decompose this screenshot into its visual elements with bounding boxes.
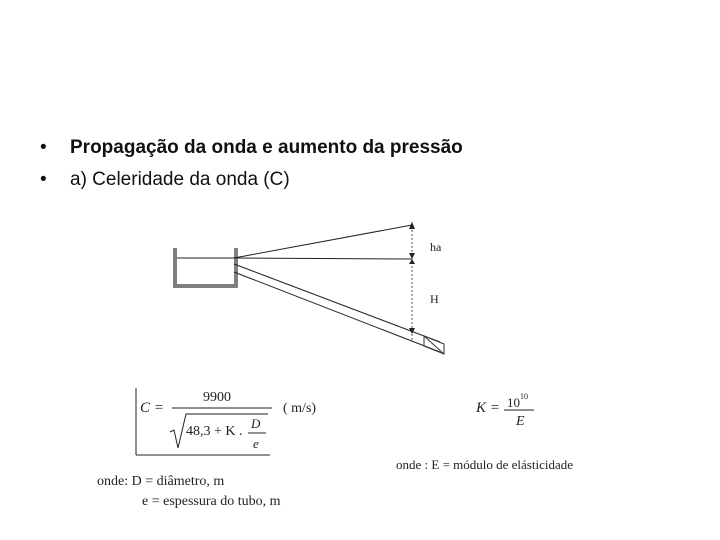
formula-k-exponent: 10	[520, 392, 528, 401]
formula-c-unit: ( m/s)	[283, 401, 317, 416]
pipe-bottom	[234, 272, 440, 352]
note-modulus: onde : E = módulo de elásticidade	[396, 457, 574, 472]
label-H: H	[430, 292, 439, 306]
reservoir-tank	[175, 248, 236, 286]
formula-c-numerator: 9900	[203, 390, 231, 405]
pressure-rise-line	[234, 225, 412, 258]
formula-c-frac-den: e	[253, 436, 259, 451]
note-diameter: onde: D = diâmetro, m	[97, 474, 225, 489]
bullet-dot: •	[40, 137, 47, 158]
bullet-text: Propagação da onda e aumento da pressão	[70, 137, 463, 158]
formula-c-frac-num: D	[251, 416, 261, 431]
formula-k-lhs: K =	[476, 400, 500, 416]
label-ha: ha	[430, 240, 442, 254]
bullet-dot: •	[40, 169, 47, 190]
valve-cross	[424, 336, 444, 354]
static-head-line	[234, 258, 412, 259]
arrow-head	[409, 253, 415, 259]
formula-k-denominator: E	[516, 414, 525, 429]
arrow-head	[409, 259, 415, 264]
formula-c-lhs: C =	[140, 400, 164, 416]
pipe-top	[234, 264, 440, 342]
bullet-text: a) Celeridade da onda (C)	[70, 169, 290, 190]
formula-k-numerator: $10^{10}$	[507, 392, 528, 410]
formula-c-denominator: 48,3 + K .	[186, 424, 243, 439]
note-thickness: e = espessura do tubo, m	[142, 494, 281, 509]
